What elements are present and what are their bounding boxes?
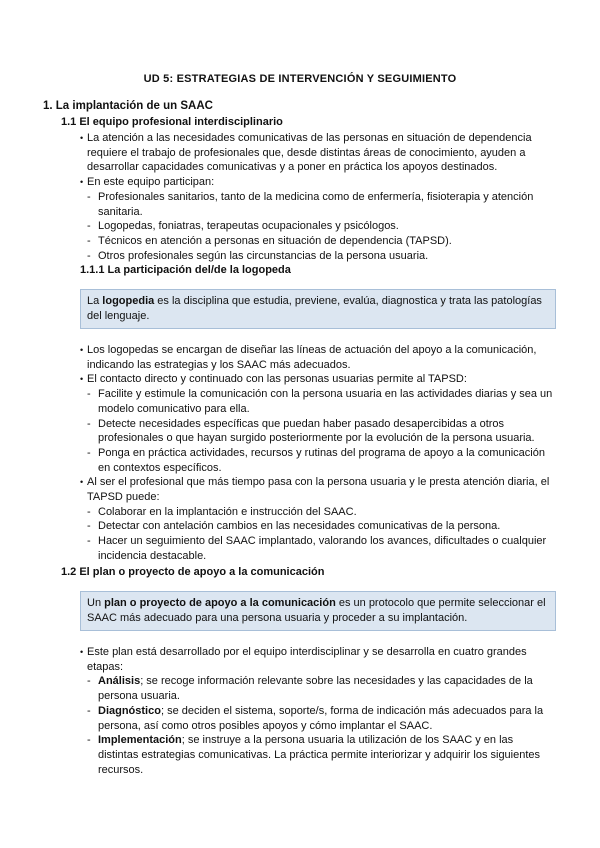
bullet-tapsd-can: • Al ser el profesional que más tiempo pasa con la persona usuaria y le presta atención diaria, el TAPSD puede: (80, 475, 554, 504)
definition-box-logopedia (80, 289, 556, 329)
subsection-heading-1-2: 1.2 El plan o proyecto de apoyo a la comunicación (61, 566, 325, 578)
box-text-post: es un protocolo que permite seleccionar el SAAC más adecuado para una persona usuaria y proceder a su implantación. (87, 597, 546, 624)
section-heading-1: 1. La implantación de un SAAC (43, 100, 213, 112)
list-item: - Detecte necesidades específicas que puedan haber pasado desapercibidas a otros profesionales o que hayan surgido posteriormente por la evolución de la persona usuaria. (86, 417, 554, 446)
stages-list (80, 674, 554, 777)
bullet-plan-stages: • Este plan está desarrollado por el equipo interdisciplinar y se desarrolla en cuatro grandes etapas: (80, 645, 554, 674)
stage-diagnostico (86, 704, 554, 733)
plan-stages-block (80, 645, 554, 777)
logopedas-block (80, 343, 554, 564)
box-term: plan o proyecto de apoyo a la comunicación (104, 597, 336, 609)
stage-text: ; se recoge información relevante sobre las necesidades y las capacidades de la persona usuaria. (98, 675, 533, 703)
subsection-heading-1-1: 1.1 El equipo profesional interdisciplinario (61, 116, 283, 128)
bullet-attention-needs: • La atención a las necesidades comunicativas de las personas en situación de dependencia requiere el trabajo de profesionales que, desde distintas áreas de conocimiento, ayuden a desarrollar capacidades comunicativas y a poner en práctica los apoyos destinados. (80, 131, 550, 175)
box-text-pre: Un (87, 597, 105, 609)
team-intro-block (80, 131, 550, 263)
list-item: - Otros profesionales según las circunstancias de la persona usuaria. (86, 249, 550, 264)
box-text-post: es la disciplina que estudia, previene, evalúa, diagnostica y trata las patologías del lenguaje. (87, 295, 542, 322)
list-item: - Detectar con antelación cambios en las necesidades comunicativas de la persona. (86, 519, 554, 534)
tapsd-can-list (80, 505, 554, 564)
list-item: - Profesionales sanitarios, tanto de la medicina como de enfermería, fisioterapia y atención sanitaria. (86, 190, 550, 219)
list-item: - Colaborar en la implantación e instrucción del SAAC. (86, 505, 554, 520)
stage-analisis (86, 674, 554, 703)
bullet-team-participants: • En este equipo participan: (80, 175, 550, 190)
list-item: - Facilite y estimule la comunicación con la persona usuaria en las actividades diarias y sea un modelo comunicativo para ella. (86, 387, 554, 416)
box-text-pre: La (87, 295, 103, 307)
bullet-logopedas-role: • Los logopedas se encargan de diseñar las líneas de actuación del apoyo a la comunicación, indicando las estrategias y los SAAC más adecuados. (80, 343, 554, 372)
bullet-tapsd-contact: • El contacto directo y continuado con las personas usuarias permite al TAPSD: (80, 372, 554, 387)
list-item: - Logopedas, foniatras, terapeutas ocupacionales y psicólogos. (86, 219, 550, 234)
list-item: - Ponga en práctica actividades, recursos y rutinas del programa de apoyo a la comunicación en contextos específicos. (86, 446, 554, 475)
box-term: logopedia (102, 295, 155, 307)
tapsd-list (80, 387, 554, 475)
stage-text: ; se deciden el sistema, soporte/s, forma de indicación más adecuados para la persona, así como otros posibles apoyos y cómo implantar el SAAC. (98, 704, 544, 732)
document-title: UD 5: ESTRATEGIAS DE INTERVENCIÓN Y SEGUIMIENTO (143, 73, 457, 85)
stage-implementacion (86, 733, 554, 777)
list-item: - Hacer un seguimiento del SAAC implantado, valorando los avances, dificultades o cualquier incidencia destacable. (86, 534, 554, 563)
stage-term: Análisis (98, 675, 141, 688)
participants-list (80, 190, 550, 264)
list-item: - Técnicos en atención a personas en situación de dependencia (TAPSD). (86, 234, 550, 249)
stage-text: ; se instruye a la persona usuaria la utilización de los SAAC y en las distintas estrategias comunicativas. La práctica permite interiorizar y adquirir los siguientes recursos. (98, 734, 541, 776)
stage-term: Implementación (98, 734, 182, 747)
stage-term: Diagnóstico (98, 704, 161, 717)
subsubsection-heading-1-1-1: 1.1.1 La participación del/de la logopeda (80, 264, 291, 276)
definition-box-plan (80, 591, 556, 631)
